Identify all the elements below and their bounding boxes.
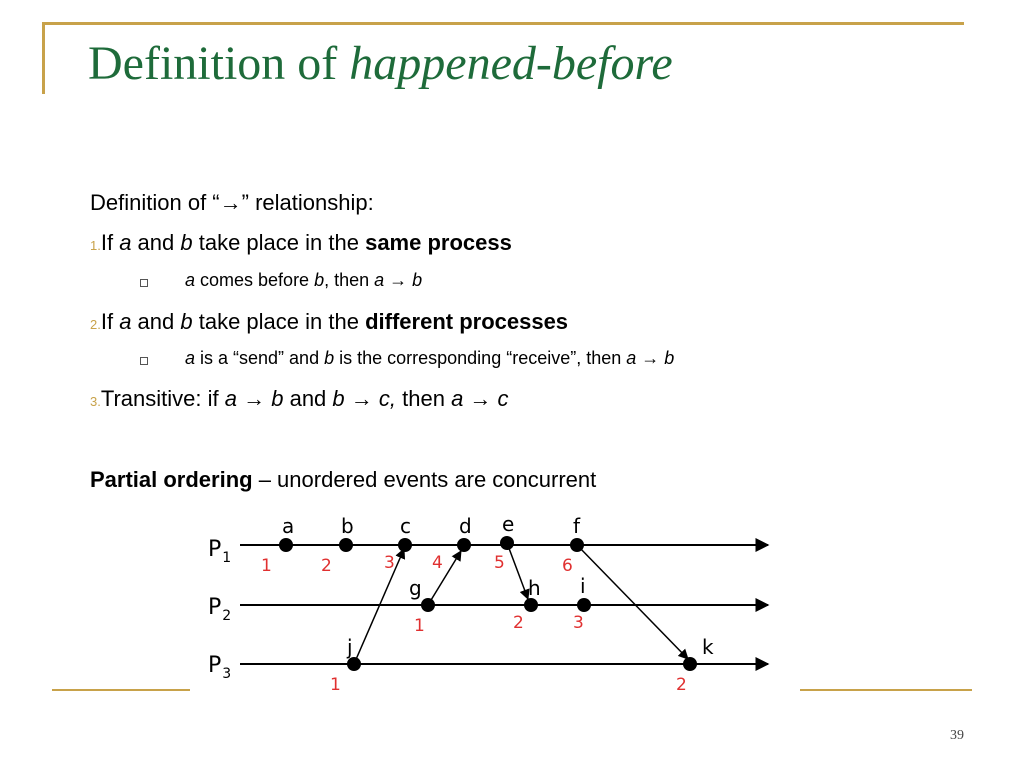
event-label-j: j xyxy=(347,635,353,659)
event-index-f: 6 xyxy=(562,556,573,576)
event-i xyxy=(577,598,591,612)
event-h xyxy=(524,598,538,612)
item-3: 3.Transitive: if a → b and b → c, then a → c xyxy=(90,386,509,411)
event-label-i: i xyxy=(580,574,586,598)
event-index-d: 4 xyxy=(432,553,443,573)
event-b xyxy=(339,538,353,552)
message-j-to-c xyxy=(354,549,404,664)
event-index-b: 2 xyxy=(321,556,332,576)
event-k xyxy=(683,657,697,671)
intro-line: Definition of “→” relationship: xyxy=(90,190,374,215)
event-label-f: f xyxy=(573,514,581,538)
event-index-j: 1 xyxy=(330,675,341,695)
event-label-d: d xyxy=(459,514,472,538)
slide-title: Definition of happened-before xyxy=(88,37,673,90)
event-label-k: k xyxy=(702,635,714,659)
event-e xyxy=(500,536,514,550)
event-j xyxy=(347,657,361,671)
process-label-p2: $P_2$ xyxy=(208,595,232,624)
event-d xyxy=(457,538,471,552)
event-label-a: a xyxy=(282,514,295,538)
message-e-to-h xyxy=(507,543,528,599)
event-label-b: b xyxy=(341,514,354,538)
message-f-to-k xyxy=(577,545,688,659)
process-label-p1: $P_1$ xyxy=(208,537,232,566)
event-index-a: 1 xyxy=(261,556,272,576)
event-label-c: c xyxy=(400,514,411,538)
item-1-sub: a comes before b, then a → b xyxy=(185,270,423,290)
event-c xyxy=(398,538,412,552)
event-g xyxy=(421,598,435,612)
event-label-g: g xyxy=(409,576,422,600)
item-1: 1.If a and b take place in the same process xyxy=(90,230,512,255)
process-label-p3: $P_3$ xyxy=(208,653,232,682)
event-index-k: 2 xyxy=(676,675,687,695)
event-label-e: e xyxy=(502,512,515,536)
event-index-e: 5 xyxy=(494,553,505,573)
event-f xyxy=(570,538,584,552)
partial-ordering-line: Partial ordering – unordered events are concurrent xyxy=(90,467,597,492)
page-number: 39 xyxy=(950,728,964,743)
event-index-i: 3 xyxy=(573,613,584,633)
event-index-h: 2 xyxy=(513,613,524,633)
item-2-sub: a is a “send” and b is the corresponding “receive”, then a → b xyxy=(185,348,675,368)
event-a xyxy=(279,538,293,552)
event-index-g: 1 xyxy=(414,616,425,636)
item-2: 2.If a and b take place in the different processes xyxy=(90,309,569,334)
event-index-c: 3 xyxy=(384,553,395,573)
event-label-h: h xyxy=(528,576,541,600)
